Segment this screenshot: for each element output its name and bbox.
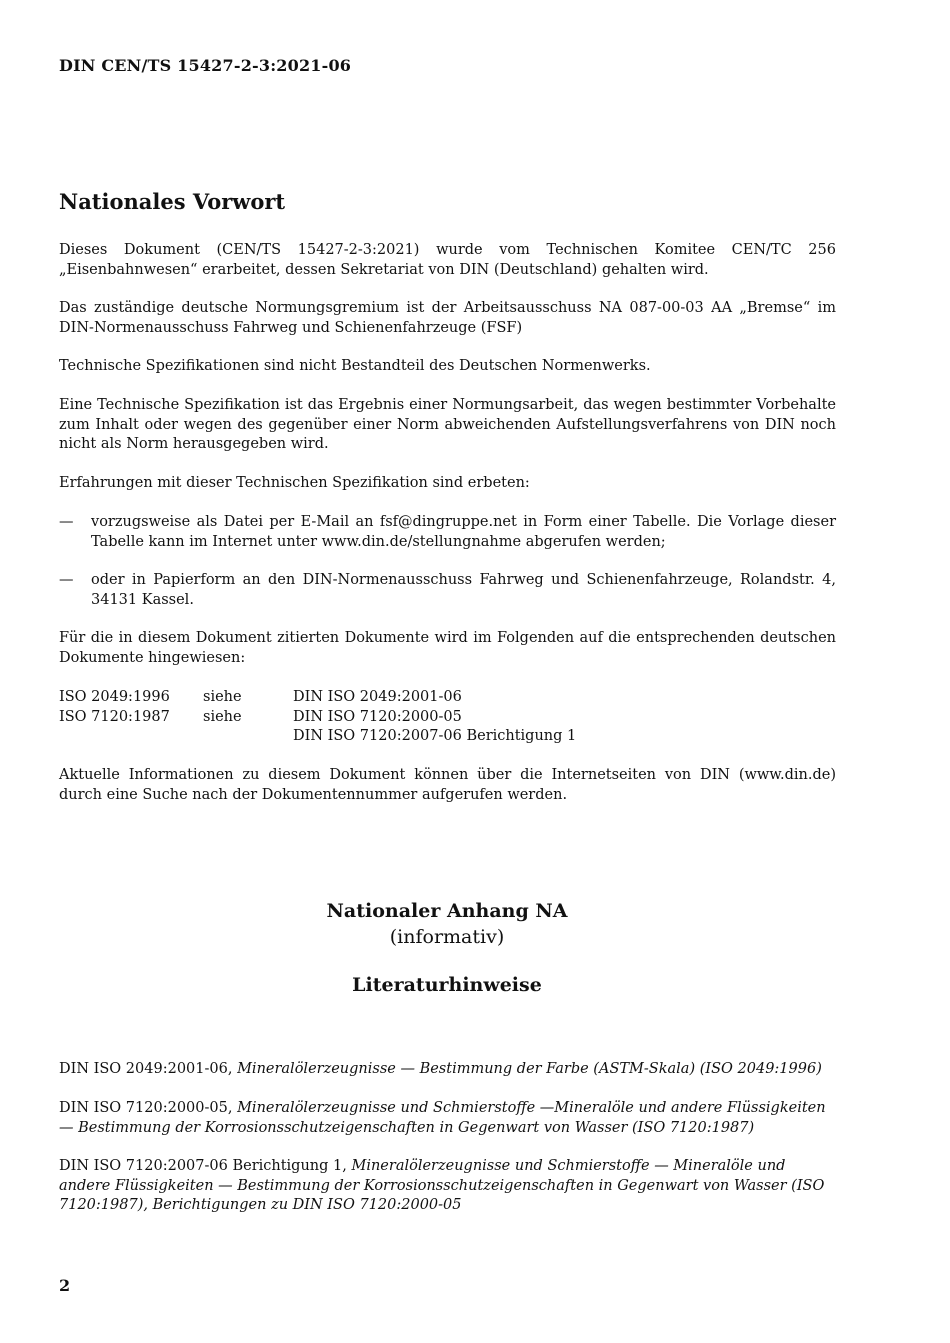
foreword-paragraph-5: Erfahrungen mit dieser Technischen Spezifikation sind erbeten: (59, 475, 530, 491)
bib-reference: DIN ISO 7120:2007-06 Berichtigung 1, (59, 1158, 352, 1174)
iso-ref-cell: ISO 7120:1987 (59, 708, 170, 725)
see-cell (203, 727, 293, 747)
see-cell: siehe (203, 689, 242, 705)
table-row (59, 688, 576, 708)
bib-reference: DIN ISO 2049:2001-06, (59, 1061, 238, 1077)
foreword-paragraph-3: Technische Spezifikationen sind nicht Bestandteil des Deutschen Normenwerks. (59, 358, 651, 374)
bibliography-entry (59, 1060, 836, 1080)
page-number: 2 (59, 1276, 71, 1295)
table-row (59, 708, 576, 728)
dash-marker: — (59, 514, 74, 530)
foreword-paragraph-1: Dieses Dokument (CEN/TS 15427-2-3:2021) wurde vom Technischen Komitee CEN/TC 256 „Eisenbahnwesen“ erarbeitet, dessen Sekretariat von DIN (Deutschland) gehalten wird. (59, 242, 836, 278)
list-item-text: vorzugsweise als Datei per E-Mail an fsf@dingruppe.net in Form einer Tabelle. Die Vorlage dieser Tabelle kann im Internet unter www.din.de/stellungnahme abgerufen werden; (91, 514, 836, 550)
document-id-header: DIN CEN/TS 15427-2-3:2021-06 (59, 56, 352, 75)
bibliography-entry (59, 1099, 836, 1138)
foreword-paragraph-6: Für die in diesem Dokument zitierten Dokumente wird im Folgenden auf die entsprechenden deutschen Dokumente hingewiesen: (59, 630, 836, 666)
table-row (59, 727, 576, 747)
foreword-title: Nationales Vorwort (59, 189, 286, 214)
foreword-paragraph-7: Aktuelle Informationen zu diesem Dokument können über die Internetseiten von DIN (www.din.de) durch eine Suche nach der Dokumentennummer aufgerufen werden. (59, 767, 836, 803)
list-item (59, 513, 836, 552)
din-ref-cell: DIN ISO 7120:2007-06 Berichtigung 1 (293, 728, 577, 744)
bib-title: Mineralölerzeugnisse — Bestimmung der Farbe (ASTM-Skala) (ISO 2049:1996) (237, 1061, 822, 1077)
foreword-paragraph-2: Das zuständige deutsche Normungsgremium ist der Arbeitsausschuss NA 087-00-03 AA „Bremse“ im DIN-Normenausschuss Fahrweg und Schienenfahrzeuge (FSF) (59, 300, 836, 336)
bib-reference: DIN ISO 7120:2000-05, (59, 1100, 238, 1116)
reference-table (59, 688, 576, 747)
bibliography-title: Literaturhinweise (352, 974, 542, 996)
iso-ref-cell (59, 727, 203, 747)
annex-subtitle: (informativ) (389, 926, 505, 948)
annex-title: Nationaler Anhang NA (326, 900, 568, 922)
see-cell: siehe (203, 708, 242, 725)
list-item (59, 571, 836, 610)
bib-title: Mineralölerzeugnisse und Schmierstoffe —Mineralöle und andere Flüssigkeiten — Bestimmung der Korrosionsschutzeigenschaften in Gegenwart von Wasser (ISO 7120:1987) (59, 1100, 826, 1136)
iso-ref-cell: ISO 2049:1996 (59, 689, 170, 705)
foreword-paragraph-4: Eine Technische Spezifikation ist das Ergebnis einer Normungsarbeit, das wegen bestimmter Vorbehalte zum Inhalt oder wegen des gegenüber einer Norm abweichenden Aufstellungsverfahrens von DIN noch nicht als Norm herausgegeben wird. (59, 397, 836, 452)
dash-marker: — (59, 572, 74, 588)
list-item-text: oder in Papierform an den DIN-Normenausschuss Fahrweg und Schienenfahrzeuge, Rolandstr. 4, 34131 Kassel. (91, 572, 836, 608)
din-ref-cell: DIN ISO 7120:2000-05 (293, 708, 462, 725)
din-ref-cell: DIN ISO 2049:2001-06 (293, 689, 462, 705)
bibliography-entry (59, 1157, 836, 1216)
bib-title: Mineralölerzeugnisse und Schmierstoffe — Mineralöle und andere Flüssigkeiten — Bestimmung der Korrosionsschutzeigenschaften in Gegenwart von Wasser (ISO 7120:1987), Berichtigungen zu DIN ISO 7120:2000-05 (59, 1158, 825, 1213)
